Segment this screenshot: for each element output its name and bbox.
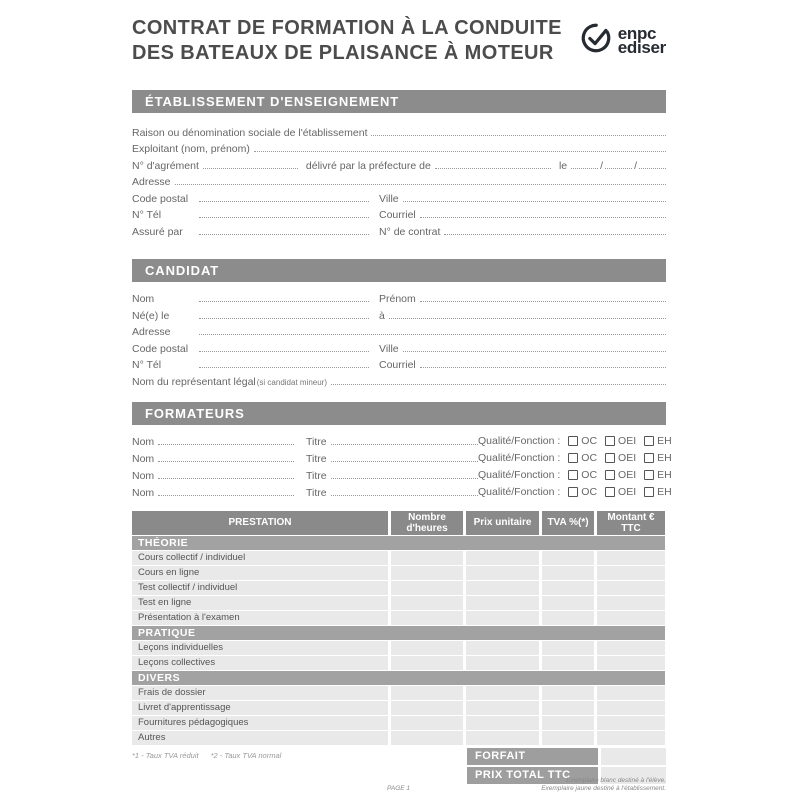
page-header xyxy=(132,16,666,66)
assure-par-line[interactable] xyxy=(199,234,369,235)
num-contrat-label: N° de contrat xyxy=(379,225,441,238)
value-cell[interactable] xyxy=(391,716,463,730)
value-cell[interactable] xyxy=(542,716,594,730)
field-col-left xyxy=(132,209,369,221)
raison-label: Raison ou dénomination sociale de l'établissement xyxy=(132,126,368,139)
value-cell[interactable] xyxy=(542,656,594,670)
prestation-table xyxy=(132,511,666,745)
prestation-cell: Cours en ligne xyxy=(132,566,388,580)
value-cell[interactable] xyxy=(542,731,594,745)
value-cell[interactable] xyxy=(466,731,539,745)
value-cell[interactable] xyxy=(597,731,665,745)
formateur-nom-label: Nom xyxy=(132,486,155,499)
field-row xyxy=(132,205,666,222)
formateur-nom-label: Nom xyxy=(132,435,155,448)
checkbox-label-oc: OC xyxy=(581,485,598,498)
formateur-titre xyxy=(306,470,478,482)
date-separator: / xyxy=(600,159,604,172)
formateur-row xyxy=(132,448,672,465)
value-cell[interactable] xyxy=(391,596,463,610)
checkbox-label-eh: EH xyxy=(657,485,672,498)
formateur-qualite xyxy=(478,435,672,447)
value-cell[interactable] xyxy=(391,581,463,595)
value-cell[interactable] xyxy=(466,656,539,670)
value-cell[interactable] xyxy=(466,581,539,595)
prestation-cell: Leçons individuelles xyxy=(132,641,388,655)
section-header-formateurs: FORMATEURS xyxy=(132,402,666,425)
section-header-etablissement: ÉTABLISSEMENT D'ENSEIGNEMENT xyxy=(132,90,666,113)
copy-note-jaune: Exemplaire jaune destiné à l'établissement. xyxy=(541,785,666,792)
field-col-left xyxy=(132,359,369,371)
candidat-code-postal-label: Code postal xyxy=(132,342,189,355)
prestation-cell: Présentation à l'examen xyxy=(132,611,388,625)
checkbox-oei[interactable] xyxy=(605,436,615,446)
field-row xyxy=(132,289,666,306)
total-row-forfait xyxy=(467,748,666,765)
candidat-adresse-line[interactable] xyxy=(199,334,666,335)
field-col-right xyxy=(379,359,666,371)
formateur-titre-label: Titre xyxy=(306,452,327,465)
value-cell[interactable] xyxy=(466,611,539,625)
agrement-label: N° d'agrément xyxy=(132,159,199,172)
contract-form-page xyxy=(132,0,672,786)
field-row xyxy=(132,139,666,156)
candidat-ne-le-label: Né(e) le xyxy=(132,309,170,322)
brand-logo xyxy=(579,21,666,60)
candidat-a-line[interactable] xyxy=(389,318,666,319)
candidat-prenom-label: Prénom xyxy=(379,293,416,305)
formateur-titre xyxy=(306,436,478,448)
value-cell[interactable] xyxy=(542,566,594,580)
field-row xyxy=(132,322,666,339)
value-cell[interactable] xyxy=(542,611,594,625)
brand-word-enpc: enpc xyxy=(617,23,657,43)
value-cell[interactable] xyxy=(542,686,594,700)
field-col-left xyxy=(132,310,369,322)
candidat-courriel-line[interactable] xyxy=(420,367,666,368)
representant-label: Nom du représentant légal xyxy=(132,375,256,388)
value-cell[interactable] xyxy=(391,656,463,670)
prestation-cell: Leçons collectives xyxy=(132,656,388,670)
formateur-qualite xyxy=(478,469,672,481)
formateur-titre-label: Titre xyxy=(306,469,327,482)
tva-footnote-1: *1 - Taux TVA réduit xyxy=(132,750,199,760)
formateur-titre-line[interactable] xyxy=(331,495,478,496)
field-col-left xyxy=(132,193,369,205)
formateur-nom-line[interactable] xyxy=(158,461,294,462)
checkbox-oc[interactable] xyxy=(568,453,578,463)
representant-note: (si candidat mineur) xyxy=(256,377,327,387)
candidat-tel-label: N° Tél xyxy=(132,359,162,371)
ville-line[interactable] xyxy=(403,201,666,202)
courriel-label: Courriel xyxy=(379,209,416,221)
date-year-line[interactable] xyxy=(639,168,666,169)
num-contrat-line[interactable] xyxy=(444,234,666,235)
check-circle-icon xyxy=(579,21,613,60)
value-cell[interactable] xyxy=(466,596,539,610)
value-cell[interactable] xyxy=(597,641,665,655)
value-cell[interactable] xyxy=(466,686,539,700)
field-col-right xyxy=(379,343,666,355)
prestation-cell: Autres xyxy=(132,731,388,745)
prestation-cell: Test collectif / individuel xyxy=(132,581,388,595)
formateur-row xyxy=(132,465,672,482)
table-group-theorie: THÉORIE xyxy=(132,536,665,550)
value-cell[interactable] xyxy=(597,716,665,730)
checkbox-label-oei: OEI xyxy=(618,468,637,481)
field-row xyxy=(132,221,666,238)
checkbox-label-eh: EH xyxy=(657,434,672,447)
code-postal-line[interactable] xyxy=(199,201,369,202)
table-group-divers: DIVERS xyxy=(132,671,665,685)
candidat-prenom-line[interactable] xyxy=(420,301,666,302)
field-col-right xyxy=(379,226,666,238)
brand-word-ediser: ediser xyxy=(617,37,666,57)
prestation-cell: Cours collectif / individuel xyxy=(132,551,388,565)
page-number: PAGE 1 xyxy=(387,785,411,792)
tva-footnote-2: *2 - Taux TVA normal xyxy=(210,750,282,760)
prestation-cell: Livret d'apprentissage xyxy=(132,701,388,715)
formateur-titre xyxy=(306,453,478,465)
page-title-line1: CONTRAT DE FORMATION À LA CONDUITE xyxy=(132,17,562,39)
field-col-right xyxy=(379,193,666,205)
value-cell[interactable] xyxy=(391,701,463,715)
field-col-right xyxy=(379,310,666,322)
table-group-pratique: PRATIQUE xyxy=(132,626,665,640)
value-cell[interactable] xyxy=(542,581,594,595)
field-row xyxy=(132,172,666,189)
checkbox-oc[interactable] xyxy=(568,436,578,446)
date-day-line[interactable] xyxy=(571,168,598,169)
candidat-fields xyxy=(132,289,666,388)
formateur-nom xyxy=(132,436,294,448)
field-col-right xyxy=(379,209,666,221)
qualite-fonction-label: Qualité/Fonction : xyxy=(478,451,561,464)
checkbox-label-oc: OC xyxy=(581,451,598,464)
formateur-nom-line[interactable] xyxy=(158,478,294,479)
checkbox-oc[interactable] xyxy=(568,470,578,480)
field-row xyxy=(132,355,666,372)
value-cell[interactable] xyxy=(466,701,539,715)
value-cell[interactable] xyxy=(542,641,594,655)
value-cell[interactable] xyxy=(597,581,665,595)
value-cell[interactable] xyxy=(597,551,665,565)
agrement-line[interactable] xyxy=(203,168,298,169)
field-row xyxy=(132,338,666,355)
value-cell[interactable] xyxy=(391,686,463,700)
checkbox-eh[interactable] xyxy=(644,487,654,497)
formateur-qualite xyxy=(478,452,672,464)
total-label-prix-total-ttc: PRIX TOTAL TTC xyxy=(467,767,598,784)
formateur-nom xyxy=(132,453,294,465)
value-cell[interactable] xyxy=(542,701,594,715)
formateur-titre-line[interactable] xyxy=(331,444,478,445)
date-separator: / xyxy=(634,159,637,172)
checkbox-label-oei: OEI xyxy=(618,434,637,447)
page-title-line2: DES BATEAUX DE PLAISANCE À MOTEUR xyxy=(132,42,554,64)
formateur-row xyxy=(132,431,672,448)
checkbox-oei[interactable] xyxy=(605,470,615,480)
prestation-cell: Test en ligne xyxy=(132,596,388,610)
copy-note-blanc: Exemplaire blanc destiné à l'élève. xyxy=(566,777,666,784)
value-cell[interactable] xyxy=(597,656,665,670)
value-cell[interactable] xyxy=(466,551,539,565)
prestation-cell: Fournitures pédagogiques xyxy=(132,716,388,730)
qualite-fonction-label: Qualité/Fonction : xyxy=(478,485,561,498)
formateur-titre-line[interactable] xyxy=(331,478,478,479)
candidat-ville-line[interactable] xyxy=(403,351,666,352)
checkbox-label-eh: EH xyxy=(657,451,672,464)
formateur-titre-label: Titre xyxy=(306,435,327,448)
checkbox-label-oei: OEI xyxy=(618,485,637,498)
prefecture-line[interactable] xyxy=(435,168,551,169)
tel-line[interactable] xyxy=(199,217,369,218)
candidat-adresse-label: Adresse xyxy=(132,326,171,338)
field-col-left xyxy=(132,226,369,238)
candidat-nom-label: Nom xyxy=(132,293,155,305)
formateur-nom-label: Nom xyxy=(132,452,155,465)
formateurs-rows xyxy=(132,431,672,499)
adresse-line[interactable] xyxy=(175,184,666,185)
formateur-row xyxy=(132,482,672,499)
value-cell[interactable] xyxy=(466,641,539,655)
candidat-courriel-label: Courriel xyxy=(379,359,416,371)
formateur-titre xyxy=(306,487,478,499)
value-cell[interactable] xyxy=(391,551,463,565)
field-col-right xyxy=(379,293,666,305)
field-row xyxy=(132,155,666,172)
prefecture-label: délivré par la préfecture de xyxy=(305,159,431,172)
ville-label: Ville xyxy=(379,192,399,205)
checkbox-oei[interactable] xyxy=(605,487,615,497)
qualite-fonction-label: Qualité/Fonction : xyxy=(478,434,561,447)
formateur-nom-line[interactable] xyxy=(158,495,294,496)
tva-footnotes xyxy=(132,748,467,760)
table-header-col-4: Montant € TTC xyxy=(597,511,665,535)
table-header-col-2: Prix unitaire xyxy=(466,511,539,535)
field-row xyxy=(132,122,666,139)
formateur-titre-label: Titre xyxy=(306,486,327,499)
candidat-tel-line[interactable] xyxy=(199,367,369,368)
table-header-col-3: TVA %(*) xyxy=(542,511,594,535)
value-cell[interactable] xyxy=(391,641,463,655)
checkbox-label-oc: OC xyxy=(581,468,598,481)
date-month-line[interactable] xyxy=(605,168,632,169)
checkbox-eh[interactable] xyxy=(644,453,654,463)
value-cell[interactable] xyxy=(466,716,539,730)
qualite-fonction-label: Qualité/Fonction : xyxy=(478,468,561,481)
section-header-candidat: CANDIDAT xyxy=(132,259,666,282)
value-cell[interactable] xyxy=(391,566,463,580)
value-cell[interactable] xyxy=(597,686,665,700)
brand-logo-text xyxy=(617,23,666,57)
field-col-left xyxy=(132,293,369,305)
candidat-code-postal-line[interactable] xyxy=(199,351,369,352)
field-row xyxy=(132,371,666,388)
field-row xyxy=(132,188,666,205)
field-row xyxy=(132,305,666,322)
checkbox-eh[interactable] xyxy=(644,436,654,446)
date-le-label: le xyxy=(558,159,568,172)
tel-label: N° Tél xyxy=(132,209,162,221)
courriel-line[interactable] xyxy=(420,217,666,218)
candidat-ne-le-line[interactable] xyxy=(199,318,369,319)
checkbox-label-eh: EH xyxy=(657,468,672,481)
value-cell[interactable] xyxy=(597,596,665,610)
adresse-label: Adresse xyxy=(132,176,171,188)
exploitant-line[interactable] xyxy=(254,151,666,152)
value-cell[interactable] xyxy=(542,551,594,565)
checkbox-oc[interactable] xyxy=(568,487,578,497)
candidat-a-label: à xyxy=(379,309,385,322)
formateur-titre-line[interactable] xyxy=(331,461,478,462)
checkbox-oei[interactable] xyxy=(605,453,615,463)
checkbox-eh[interactable] xyxy=(644,470,654,480)
copy-notes xyxy=(541,777,666,793)
checkbox-label-oei: OEI xyxy=(618,451,637,464)
assure-par-label: Assuré par xyxy=(132,225,183,238)
formateur-nom-label: Nom xyxy=(132,469,155,482)
formateur-qualite xyxy=(478,486,672,498)
field-col-left xyxy=(132,343,369,355)
table-header-col-1: Nombre d'heures xyxy=(391,511,463,535)
candidat-ville-label: Ville xyxy=(379,342,399,355)
candidat-nom-line[interactable] xyxy=(199,301,369,302)
prestation-cell: Frais de dossier xyxy=(132,686,388,700)
table-header-col-0: PRESTATION xyxy=(132,511,388,535)
exploitant-label: Exploitant (nom, prénom) xyxy=(132,143,250,155)
page-title xyxy=(132,16,562,66)
value-cell[interactable] xyxy=(542,596,594,610)
representant-line[interactable] xyxy=(331,384,666,385)
value-cell[interactable] xyxy=(597,701,665,715)
value-cell[interactable] xyxy=(597,611,665,625)
value-cell[interactable] xyxy=(391,611,463,625)
value-cell[interactable] xyxy=(466,566,539,580)
code-postal-label: Code postal xyxy=(132,192,189,205)
formateur-nom-line[interactable] xyxy=(158,444,294,445)
formateur-nom xyxy=(132,470,294,482)
raison-line[interactable] xyxy=(371,135,666,136)
value-cell[interactable] xyxy=(391,731,463,745)
checkbox-label-oc: OC xyxy=(581,434,598,447)
etablissement-fields xyxy=(132,122,666,238)
value-cell[interactable] xyxy=(597,566,665,580)
total-value-cell[interactable] xyxy=(601,748,666,765)
total-label-forfait: FORFAIT xyxy=(467,748,598,765)
formateur-nom xyxy=(132,487,294,499)
